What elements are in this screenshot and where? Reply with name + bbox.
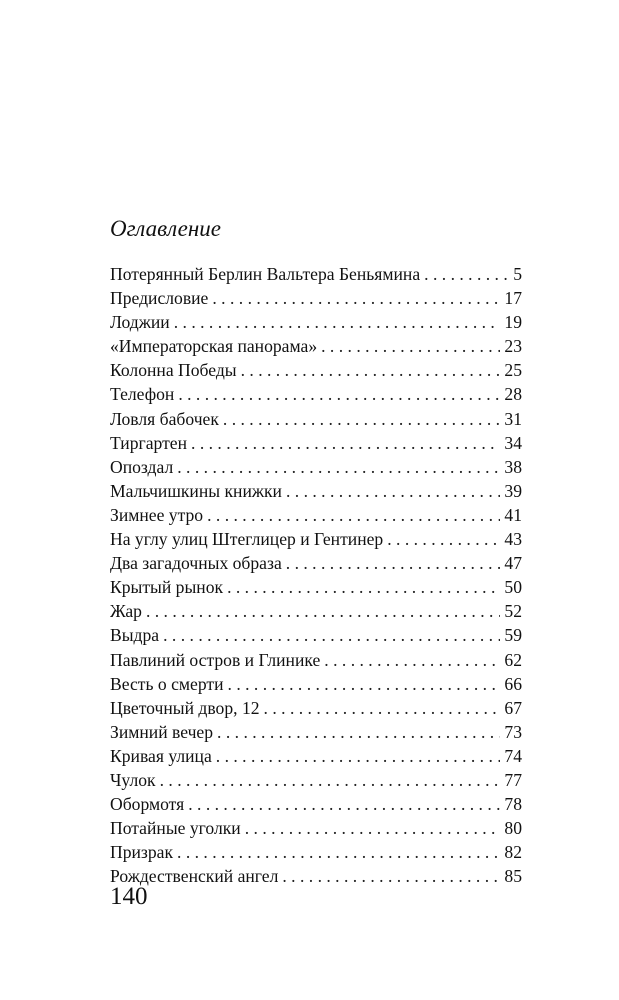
toc-entry-title: Потерянный Берлин Вальтера Беньямина [110, 264, 421, 284]
table-of-contents [110, 262, 522, 888]
toc-entry-title: Ловля бабочек [110, 408, 219, 429]
dot-leader [217, 720, 500, 744]
toc-entry-title: На углу улиц Штеглицер и Гентинер [110, 529, 384, 550]
toc-entry-page: 59 [504, 625, 522, 646]
toc-entry [110, 648, 522, 672]
toc-entry-page: 78 [504, 794, 522, 815]
toc-entry-page: 25 [504, 360, 522, 381]
toc-entry-page: 50 [504, 577, 522, 598]
dot-leader [286, 551, 501, 575]
toc-entry-page: 39 [504, 480, 522, 501]
toc-entry [110, 334, 522, 358]
dot-leader [241, 358, 501, 382]
toc-entry-page: 17 [504, 288, 522, 309]
dot-leader [146, 599, 500, 623]
toc-entry-title: Колонна Победы [110, 360, 237, 381]
toc-entry-title: Зимнее утро [110, 504, 204, 525]
toc-entry-page: 23 [504, 336, 522, 357]
toc-entry [110, 431, 522, 455]
toc-entry-page: 43 [504, 529, 522, 550]
toc-entry [110, 503, 522, 527]
toc-entry [110, 527, 522, 551]
toc-entry-page: 47 [504, 553, 522, 574]
toc-entry-title: Весть о смерти [110, 673, 224, 694]
toc-entry [110, 286, 522, 310]
toc-entry [110, 310, 522, 334]
toc-entry [110, 768, 522, 792]
toc-entry-page: 19 [504, 312, 522, 333]
dot-leader [228, 672, 501, 696]
dot-leader [223, 407, 501, 431]
toc-entry-page: 82 [504, 842, 522, 863]
toc-entry-title: Потайные уголки [110, 818, 241, 839]
dot-leader [177, 840, 500, 864]
toc-entry-page: 28 [504, 384, 522, 405]
toc-entry-title: Телефон [110, 384, 175, 405]
toc-entry [110, 864, 522, 888]
toc-entry-title: «Императорская панорама» [110, 336, 318, 357]
dot-leader [286, 479, 500, 503]
toc-entry-page: 38 [504, 456, 522, 477]
toc-entry-title: Опоздал [110, 456, 174, 477]
toc-entry-page: 52 [504, 601, 522, 622]
toc-heading: Оглавление [110, 216, 222, 241]
dot-leader [264, 696, 501, 720]
toc-entry-page: 85 [504, 866, 522, 887]
dot-leader [174, 310, 501, 334]
toc-entry-page: 77 [504, 769, 522, 790]
toc-entry [110, 407, 522, 431]
toc-entry [110, 623, 522, 647]
toc-entry-page: 41 [504, 504, 522, 525]
dot-leader [212, 286, 500, 310]
toc-entry-title: Кривая улица [110, 745, 212, 766]
toc-entry [110, 599, 522, 623]
toc-entry-title: Мальчишкины книжки [110, 480, 282, 501]
dot-leader [321, 334, 500, 358]
dot-leader [178, 382, 500, 406]
dot-leader [216, 744, 501, 768]
toc-entry-title: Выдра [110, 625, 160, 646]
toc-entry-page: 67 [504, 697, 522, 718]
toc-entry [110, 840, 522, 864]
toc-entry-title: Предисловие [110, 288, 209, 309]
dot-leader [191, 431, 500, 455]
toc-entry [110, 816, 522, 840]
toc-entry-title: Крытый рынок [110, 577, 224, 598]
toc-entry-page: 62 [504, 649, 522, 670]
toc-entry [110, 575, 522, 599]
toc-entry-page: 73 [504, 721, 522, 742]
toc-entry [110, 672, 522, 696]
dot-leader [188, 792, 500, 816]
toc-entry [110, 792, 522, 816]
page-number: 140 [110, 883, 148, 910]
toc-entry [110, 262, 522, 286]
toc-entry [110, 455, 522, 479]
dot-leader [160, 768, 501, 792]
toc-entry [110, 720, 522, 744]
toc-entry-page: 5 [513, 264, 522, 284]
dot-leader [245, 816, 501, 840]
toc-entry-title: Призрак [110, 842, 174, 863]
toc-entry-title: Тиргартен [110, 432, 188, 453]
toc-entry-title: Жар [110, 601, 142, 622]
dot-leader [324, 648, 500, 672]
toc-entry [110, 744, 522, 768]
toc-entry-title: Зимний вечер [110, 721, 214, 742]
toc-entry-title: Лоджии [110, 312, 170, 333]
dot-leader [282, 864, 500, 888]
dot-leader [177, 455, 500, 479]
dot-leader [163, 623, 500, 647]
toc-entry [110, 479, 522, 503]
toc-entry-title: Цветочный двор, 12 [110, 697, 260, 718]
toc-entry [110, 358, 522, 382]
dot-leader [424, 262, 509, 286]
toc-entry [110, 382, 522, 406]
toc-entry-title: Два загадочных образа [110, 553, 282, 574]
toc-entry-title: Рождественский ангел [110, 866, 279, 887]
toc-entry [110, 551, 522, 575]
toc-entry-page: 80 [504, 818, 522, 839]
dot-leader [207, 503, 500, 527]
toc-entry-title: Павлиний остров и Глинике [110, 649, 321, 670]
toc-entry-page: 74 [504, 745, 522, 766]
toc-entry-title: Обормотя [110, 794, 185, 815]
toc-entry-page: 31 [504, 408, 522, 429]
dot-leader [227, 575, 500, 599]
toc-entry [110, 696, 522, 720]
toc-entry-title: Чулок [110, 769, 156, 790]
toc-entry-page: 34 [504, 432, 522, 453]
toc-entry-page: 66 [504, 673, 522, 694]
dot-leader [387, 527, 500, 551]
